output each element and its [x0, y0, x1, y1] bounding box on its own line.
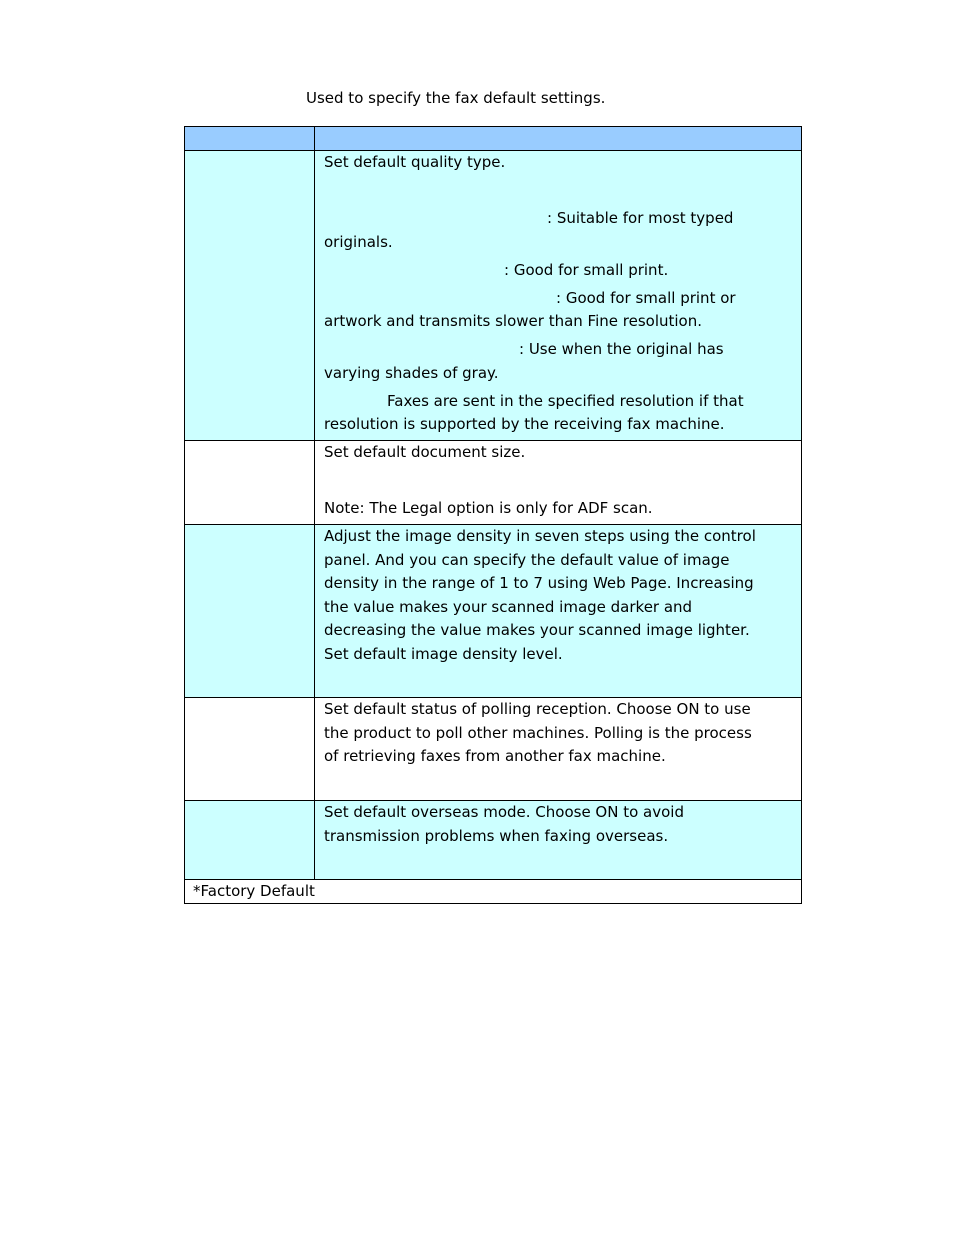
description-line: : Good for small print or	[556, 288, 736, 307]
description-line: : Suitable for most typed	[547, 209, 734, 227]
description-line: the product to poll other machines. Polling is the process	[324, 723, 752, 742]
description-line: density in the range of 1 to 7 using Web Page. Increasing	[324, 574, 754, 592]
description-line: resolution is supported by the receiving fax machine.	[324, 415, 725, 433]
row-name-cell	[185, 151, 315, 441]
description-line: Adjust the image density in seven steps using the control	[324, 527, 756, 545]
description-line: decreasing the value makes your scanned image lighter.	[324, 621, 750, 639]
description-line: artwork and transmits slower than Fine resolution.	[324, 312, 702, 330]
description-line: Faxes are sent in the specified resolution if that	[387, 391, 744, 410]
description-line: transmission problems when faxing overseas.	[324, 826, 669, 845]
description-line: varying shades of gray.	[324, 363, 499, 382]
description-line: originals.	[324, 232, 393, 251]
description-line: : Use when the original has	[519, 340, 724, 358]
table-row-document-size	[185, 441, 802, 525]
row-name-cell	[185, 801, 315, 880]
header-cell-description	[315, 127, 802, 151]
description-line: the value makes your scanned image darker and	[324, 597, 693, 616]
description-line: of retrieving faxes from another fax machine.	[324, 747, 666, 765]
intro-text: Used to specify the fax default settings.	[306, 89, 606, 107]
row-name-cell	[185, 441, 315, 525]
table-footer-row	[185, 880, 802, 904]
row-name-cell	[185, 698, 315, 801]
description-line: Set default document size.	[324, 443, 526, 461]
table-header-row	[185, 127, 802, 151]
row-description-cell	[315, 698, 802, 801]
factory-default-note: *Factory Default	[185, 880, 802, 904]
row-description-cell	[315, 151, 802, 441]
description-line: Note: The Legal option is only for ADF scan.	[324, 499, 653, 517]
description-line: Set default status of polling reception. Choose ON to use	[324, 700, 751, 718]
table-row-quality	[185, 151, 802, 441]
fax-settings-table	[184, 126, 802, 904]
description-line: Set default quality type.	[324, 153, 506, 171]
description-line: panel. And you can specify the default value of image	[324, 550, 730, 569]
table-row-polling	[185, 698, 802, 801]
row-description-cell	[315, 525, 802, 698]
header-cell-setting	[185, 127, 315, 151]
row-name-cell	[185, 525, 315, 698]
description-line: : Good for small print.	[504, 260, 669, 279]
table-row-density	[185, 525, 802, 698]
row-description-cell	[315, 801, 802, 880]
description-line: Set default overseas mode. Choose ON to avoid	[324, 803, 684, 821]
table-row-overseas	[185, 801, 802, 880]
description-line: Set default image density level.	[324, 644, 563, 663]
row-description-cell	[315, 441, 802, 525]
